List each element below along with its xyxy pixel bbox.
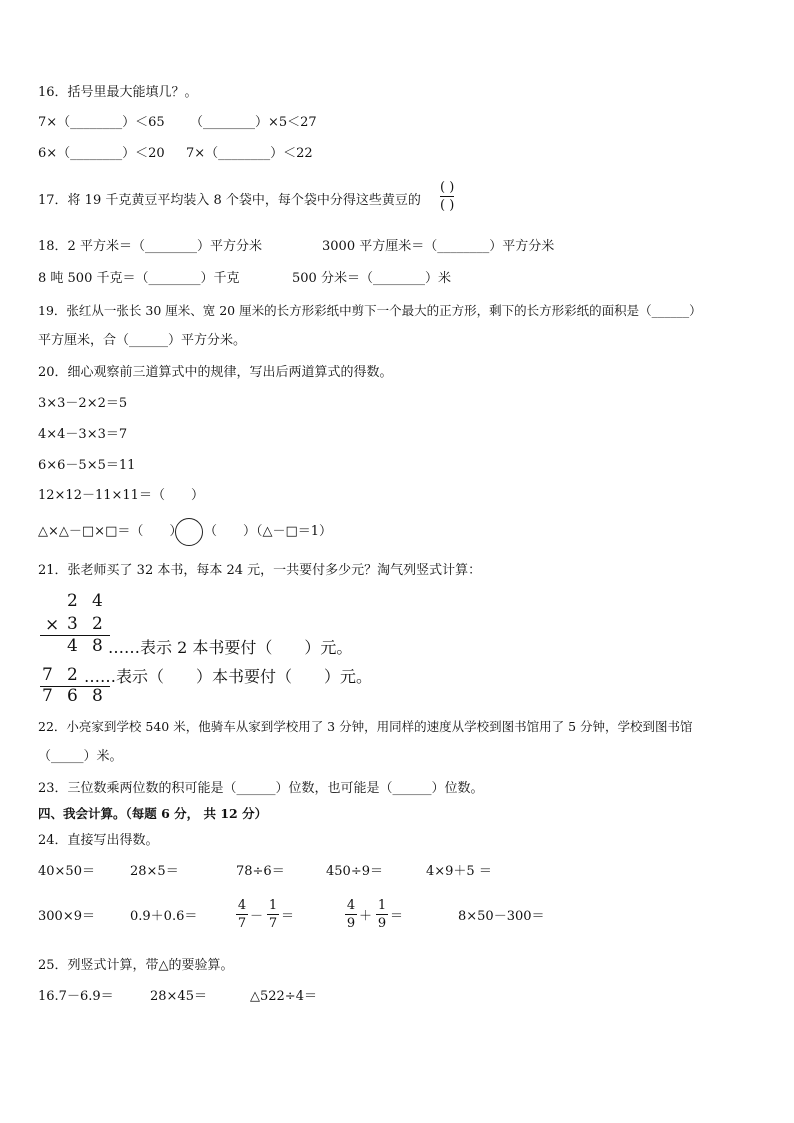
numerator: 1 (268, 898, 278, 913)
q21-title: 21．张老师买了 32 本书，每本 24 元，一共要付多少元？淘气列竖式计算： (38, 563, 482, 578)
q20-title: 20．细心观察前三道算式中的规律，写出后两道算式的得数。 (38, 365, 393, 380)
q17-fraction (440, 180, 454, 213)
q17-text: 17．将 19 千克黄豆平均装入 8 个袋中，每个袋中分得这些黄豆的 (38, 193, 421, 208)
q22-line2: （_____）米。 (38, 749, 123, 764)
numerator: 4 (237, 898, 247, 913)
q16-row1-b: （________）×5＜27 (190, 115, 317, 130)
vc-row5-digit1: 7 (42, 686, 53, 706)
denominator: 9 (377, 916, 387, 931)
fraction (376, 898, 388, 931)
comparison-circle[interactable] (175, 518, 203, 546)
q16-row2-b: 7×（________）＜22 (186, 146, 313, 161)
operator: ＋ (359, 909, 373, 924)
fraction (345, 898, 357, 931)
vc-row2-digit2: 2 (92, 614, 103, 634)
q20-eq3: 6×6－5×5＝11 (38, 458, 136, 473)
operator: － (250, 909, 264, 924)
q24-r2-c1: 300×9＝ (38, 909, 95, 924)
numerator: 1 (377, 898, 387, 913)
fraction-bar (440, 196, 454, 197)
q24-r1-c2: 28×5＝ (130, 864, 179, 879)
vc-row4-note: ……表示（ ）本书要付（ ）元。 (84, 667, 373, 686)
equals-sign: ＝ (390, 909, 404, 924)
q19-line1: 19．张红从一张长 30 厘米、宽 20 厘米的长方形彩纸中剪下一个最大的正方形，剩下的长方形彩纸的面积是（______） (38, 303, 702, 318)
vc-row5-digit3: 8 (92, 686, 103, 706)
vc-row3-digit2: 8 (92, 636, 103, 656)
vc-row3-digit1: 4 (67, 636, 78, 656)
vc-row3-note: ……表示 2 本书要付（ ）元。 (108, 638, 353, 657)
vc-row1-digit2: 4 (92, 591, 103, 611)
q18-row1-b: 3000 平方厘米＝（________）平方分米 (322, 239, 555, 254)
q25-item-1: 16.7－6.9＝ (38, 989, 114, 1004)
vc-row4-digit1: 7 (42, 665, 53, 685)
q18-row2-b: 500 分米＝（________）米 (292, 271, 451, 286)
q25-title: 25．列竖式计算，带△的要验算。 (38, 958, 234, 973)
fraction-bar (267, 914, 279, 915)
q20-eq2: 4×4－3×3＝7 (38, 427, 128, 442)
q20-eq1: 3×3－2×2＝5 (38, 396, 128, 411)
q24-title: 24．直接写出得数。 (38, 833, 159, 848)
denominator: 9 (346, 916, 356, 931)
q17-fraction-denominator: ( ) (440, 198, 455, 213)
fraction (267, 898, 279, 931)
q19-line2: 平方厘米，合（______）平方分米。 (38, 333, 247, 348)
q24-r2-c2: 0.9＋0.6＝ (130, 909, 198, 924)
q24-r1-c4: 450÷9＝ (326, 864, 383, 879)
denominator: 7 (268, 916, 278, 931)
vc-row2-digit1: 3 (67, 614, 78, 634)
q20-eq4: 12×12－11×11＝（ ） (38, 488, 204, 503)
q18-row2-a: 8 吨 500 千克＝（________）千克 (38, 271, 240, 286)
fraction-bar (236, 914, 248, 915)
fraction-bar (376, 914, 388, 915)
q20-eq5-right: （ ）（△－□＝1） (204, 524, 333, 539)
vc-row1-digit1: 2 (67, 591, 78, 611)
q22-line1: 22．小亮家到学校 540 米，他骑车从家到学校用了 3 分钟，用同样的速度从学校到图书馆用了 5 分钟，学校到图书馆 (38, 719, 693, 734)
q23-text: 23．三位数乘两位数的积可能是（______）位数，也可能是（______）位数。 (38, 781, 484, 796)
equals-sign: ＝ (281, 909, 295, 924)
section4-title: 四、我会计算。（每题 6 分， 共 12 分） (38, 806, 268, 821)
vc-multiply-sign: × (45, 615, 60, 635)
q24-r1-c3: 78÷6＝ (236, 864, 285, 879)
fraction (236, 898, 248, 931)
q16-row2-a: 6×（________）＜20 (38, 146, 165, 161)
q16-title: 16．括号里最大能填几？。 (38, 85, 198, 100)
vc-row4-digit2: 2 (67, 665, 78, 685)
q24-r2-c5: 8×50－300＝ (458, 909, 545, 924)
q20-eq5-left: △×△－□×□＝（ ） (38, 524, 183, 539)
q18-row1-a: 18．2 平方米＝（________）平方分米 (38, 239, 262, 254)
vc-row5-digit2: 6 (67, 686, 78, 706)
denominator: 7 (237, 916, 247, 931)
q17-fraction-numerator: ( ) (440, 180, 455, 195)
q25-item-2: 28×45＝ (150, 989, 207, 1004)
q24-r1-c1: 40×50＝ (38, 864, 95, 879)
q16-row1-a: 7×（________）＜65 (38, 115, 165, 130)
q25-item-3: △522÷4＝ (250, 989, 317, 1004)
q24-r1-c5: 4×9＋5 ＝ (426, 864, 492, 879)
numerator: 4 (346, 898, 356, 913)
fraction-bar (345, 914, 357, 915)
